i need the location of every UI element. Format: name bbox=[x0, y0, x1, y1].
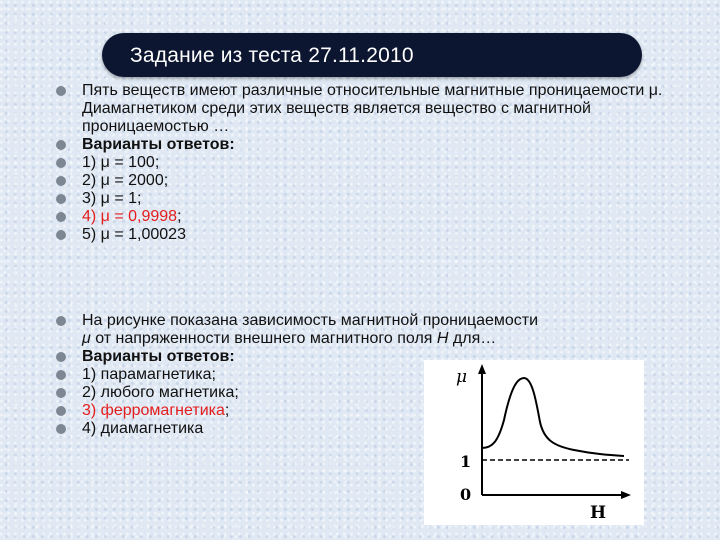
q2-option-3-correct: 3) ферромагнетика; bbox=[56, 402, 676, 420]
y-axis-label: μ bbox=[456, 367, 468, 387]
q1-option-2: 2) μ = 2000; bbox=[56, 172, 676, 190]
bullet-icon bbox=[56, 140, 66, 150]
x-axis-arrow-icon bbox=[621, 491, 631, 499]
q2-option-2: 2) любого магнетика; bbox=[56, 384, 676, 402]
q1-option-4-correct: 4) μ = 0,9998; bbox=[56, 208, 676, 226]
tick-one-label: 1 bbox=[460, 452, 472, 471]
tick-zero-label: 0 bbox=[460, 485, 472, 504]
bullet-icon bbox=[56, 388, 66, 398]
bullet-icon bbox=[56, 86, 66, 96]
bullet-icon bbox=[56, 194, 66, 204]
q1-option-1: 1) μ = 100; bbox=[56, 154, 676, 172]
bullet-icon bbox=[56, 176, 66, 186]
bullet-icon bbox=[56, 406, 66, 416]
correct-answer: 3) ферромагнетика bbox=[82, 402, 225, 419]
question-1-list bbox=[56, 82, 676, 244]
y-axis-arrow-icon bbox=[478, 364, 486, 374]
slide-title: Задание из теста 27.11.2010 bbox=[130, 44, 414, 67]
permeability-graph bbox=[424, 360, 644, 525]
correct-answer: 4) μ = 0,9998 bbox=[82, 208, 178, 225]
question-2-text: На рисунке показана зависимость магнитной проницаемости μ от напряженности внешнего магнитного поля H для… bbox=[56, 312, 676, 348]
x-axis-label: H bbox=[590, 503, 607, 523]
bullet-icon bbox=[56, 352, 66, 362]
bullet-icon bbox=[56, 370, 66, 380]
bullet-icon bbox=[56, 230, 66, 240]
bullet-icon bbox=[56, 212, 66, 222]
q1-option-5: 5) μ = 1,00023 bbox=[56, 226, 676, 244]
q1-answers-label: Варианты ответов: bbox=[56, 136, 676, 154]
q2-option-4: 4) диамагнетика bbox=[56, 420, 676, 438]
q2-option-1: 1) парамагнетика; bbox=[56, 366, 676, 384]
title-bar bbox=[102, 33, 642, 77]
question-1-text: Пять веществ имеют различные относительные магнитные проницаемости μ. Диамагнетиком среди этих веществ является вещество с магнитной проницаемостью … bbox=[56, 82, 676, 136]
q1-option-3: 3) μ = 1; bbox=[56, 190, 676, 208]
bullet-icon bbox=[56, 158, 66, 168]
permeability-curve bbox=[482, 378, 624, 456]
graph-svg bbox=[424, 360, 644, 525]
q2-answers-label: Варианты ответов: bbox=[56, 348, 676, 366]
bullet-icon bbox=[56, 424, 66, 434]
bullet-icon bbox=[56, 316, 66, 326]
